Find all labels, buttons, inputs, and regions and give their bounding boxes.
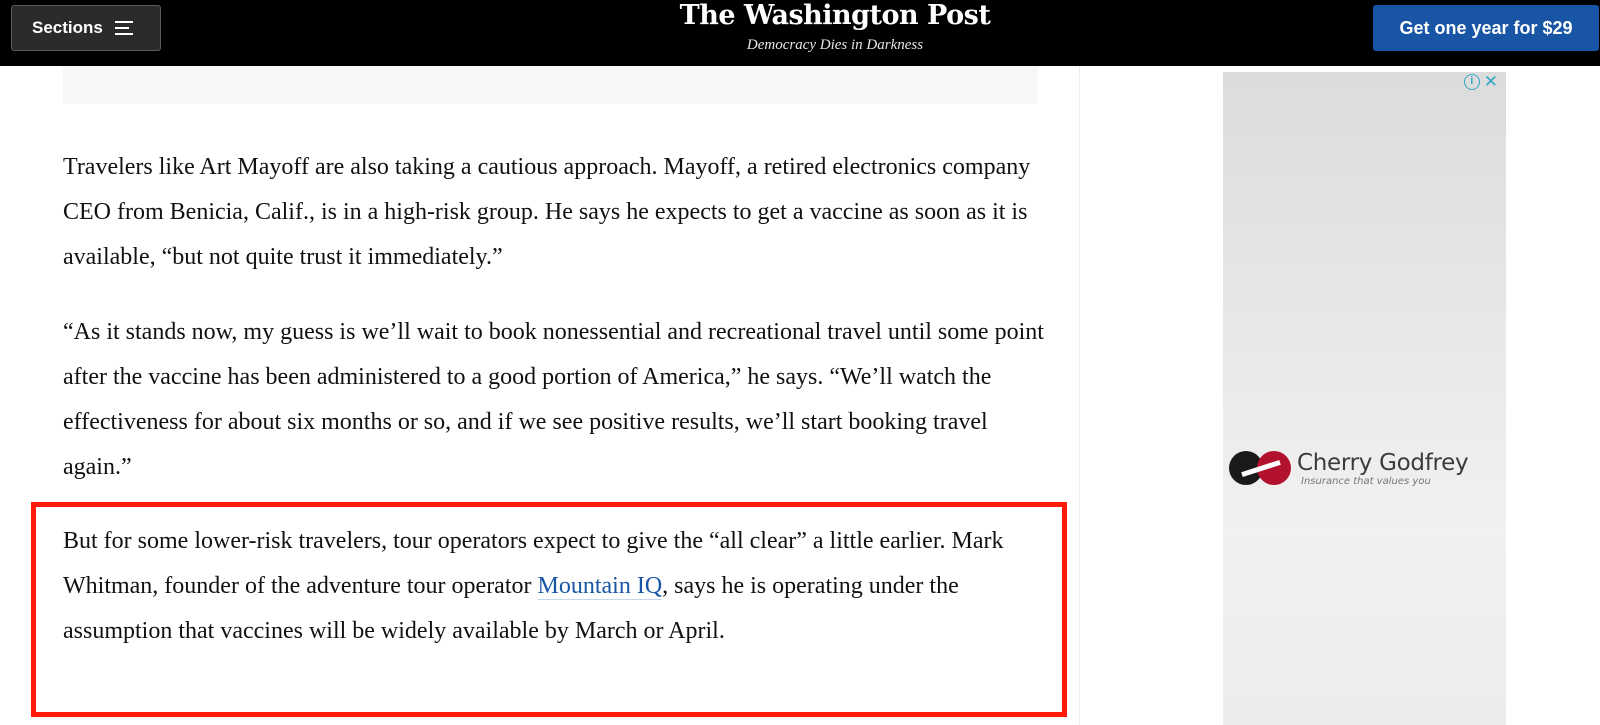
article-paragraph: Travelers like Art Mayoff are also taking a cautious approach. Mayoff, a retired electronics company CEO from Benicia, Calif., is in a high-risk group. He says he expects to get a vaccine as soon as it is available, “but not quite trust it immediately.” <box>63 154 1031 270</box>
ad-controls <box>1464 74 1498 90</box>
sections-label: Sections <box>32 18 103 37</box>
paragraph-text-after-link: , says he is operating under the assumption that vaccines will be widely available by March or April. <box>63 573 959 644</box>
sections-menu-button[interactable] <box>11 5 161 51</box>
close-icon[interactable]: ✕ <box>1483 72 1498 92</box>
hamburger-icon <box>115 21 133 35</box>
highlighted-article-paragraph <box>63 519 1053 654</box>
subscribe-button[interactable]: Get one year for $29 <box>1373 5 1599 51</box>
sidebar-advertisement[interactable] <box>1223 72 1506 725</box>
site-tagline: Democracy Dies in Darkness <box>746 37 924 53</box>
advertiser-text <box>1297 450 1468 487</box>
column-divider <box>1079 66 1080 725</box>
info-icon[interactable]: i <box>1464 74 1480 90</box>
ad-placeholder-strip <box>63 66 1038 104</box>
advertiser-logo[interactable] <box>1227 448 1468 488</box>
masthead[interactable] <box>620 0 1050 66</box>
site-logo[interactable]: The Washington Post <box>679 0 991 31</box>
advertiser-brand: Cherry Godfrey <box>1297 449 1469 476</box>
advertiser-slogan: Insurance that values you <box>1301 475 1431 487</box>
article-paragraph: “As it stands now, my guess is we’ll wait to book nonessential and recreational travel until some point after the vaccine has been administered to a good portion of America,” he says. “We’ll watch the effectiveness for about six months or so, and if we see positive results, we’ll start booking travel again.” <box>63 319 1044 480</box>
top-navigation-bar <box>0 0 1600 66</box>
mountain-iq-link[interactable]: Mountain IQ <box>537 573 663 599</box>
cherry-godfrey-logo-icon <box>1227 448 1297 488</box>
paragraph-text-before-link: But for some lower-risk travelers, tour operators expect to give the “all clear” a little earlier. Mark Whitman, founder of the adventure tour operator <box>63 528 1004 599</box>
